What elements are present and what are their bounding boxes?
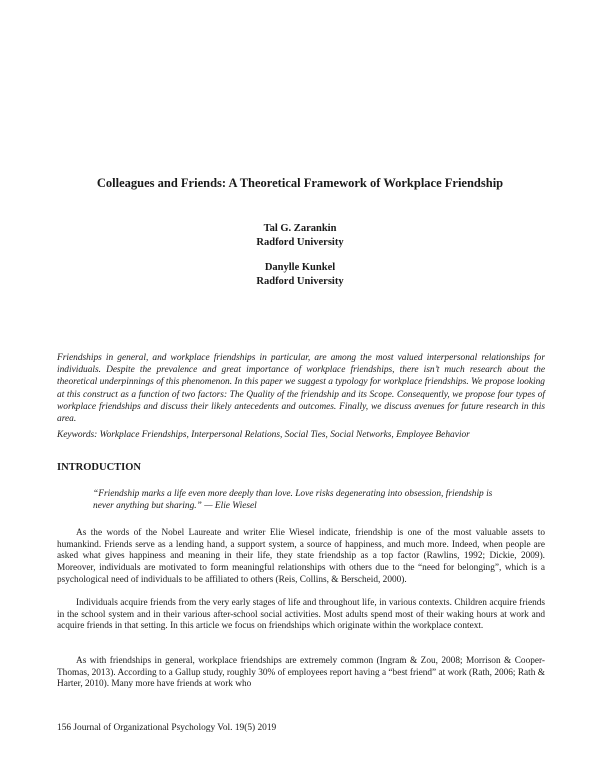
author-block-1 <box>0 222 600 250</box>
author-name: Tal G. Zarankin <box>263 223 337 234</box>
body-paragraph: As the words of the Nobel Laureate and writer Elie Wiesel indicate, friendship is one of the most valuable assets to humankind. Friends serve as a lending hand, a support system, a source of happiness, and much more. Indeed, when people are asked what gives happiness and meaning in their life, they state friendship as a top factor (Rawlins, 1992; Dickie, 2009). Moreover, individuals are motivated to form meaningful relationships with others due to the “need for belonging”, which is a psychological need of individuals to be affiliated to others (Reis, Collins, & Berscheid, 2000). <box>57 528 545 585</box>
epigraph-quote: “Friendship marks a life even more deeply than love. Love risks degenerating into obsession, friendship is never anything but sharing.” — Elie Wiesel <box>93 489 493 512</box>
body-paragraph: Individuals acquire friends from the very early stages of life and throughout life, in various contexts. Children acquire friends in the school system and in their various after-school social activities. Most adults spend most of their waking hours at work and acquire friends in that setting. In this article we focus on friendships which originate within the workplace context. <box>57 598 545 632</box>
author-affiliation: Radford University <box>256 237 344 248</box>
body-paragraph: As with friendships in general, workplace friendships are extremely common (Ingram & Zou, 2008; Morrison & Cooper-Thomas, 2013). According to a Gallup study, roughly 30% of employees report having a “best friend” at work (Rath, 2006; Rath & Harter, 2010). Many more have friends at work who <box>57 656 545 690</box>
keywords: Keywords: Workplace Friendships, Interpersonal Relations, Social Ties, Social Networks, Employee Behavior <box>57 430 470 440</box>
author-affiliation: Radford University <box>256 276 344 287</box>
abstract: Friendships in general, and workplace friendships in particular, are among the most valued interpersonal relationships for individuals. Despite the prevalence and great importance of workplace friendships, there isn’t much research about the theoretical underpinnings of this phenomenon. In this paper we suggest a typology for workplace friendships. We propose looking at this construct as a function of two factors: The Quality of the friendship and its Scope. Consequently, we propose four types of workplace friendships and discuss their likely antecedents and outcomes. Finally, we discuss avenues for future research in this area. <box>57 353 545 425</box>
paper-title: Colleagues and Friends: A Theoretical Framework of Workplace Friendship <box>96 176 504 190</box>
section-heading: INTRODUCTION <box>57 462 142 473</box>
page-footer: 156 Journal of Organizational Psychology Vol. 19(5) 2019 <box>57 723 277 733</box>
author-name: Danylle Kunkel <box>264 262 336 273</box>
author-block-2 <box>0 261 600 289</box>
